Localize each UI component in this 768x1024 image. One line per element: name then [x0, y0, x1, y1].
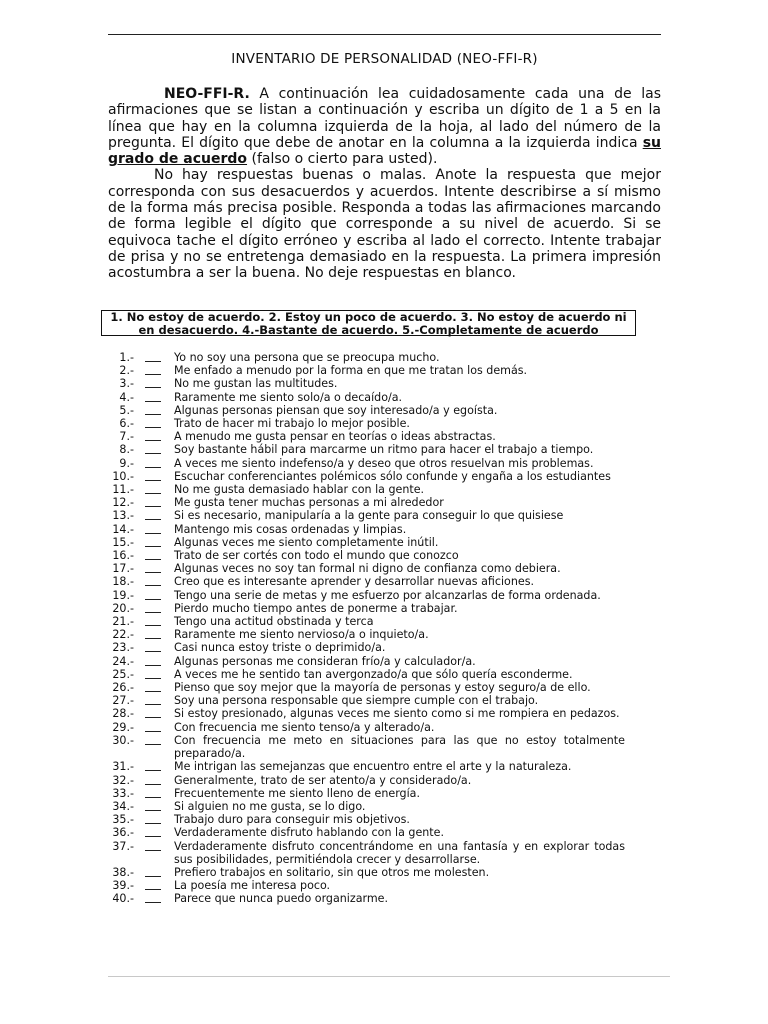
question-item	[100, 774, 625, 787]
question-item	[100, 430, 625, 443]
question-item	[100, 457, 625, 470]
question-text: Verdaderamente disfruto concentrándome en una fantasía y en explorar todas sus posibilidades, permitiéndola crecer y desarrollarse.	[174, 839, 625, 866]
question-text: Mantengo mis cosas ordenadas y limpias.	[174, 522, 407, 536]
question-number: 24.-	[112, 654, 134, 668]
question-item	[100, 826, 625, 839]
answer-blank[interactable]	[145, 417, 161, 428]
question-text: A veces me siento indefenso/a y deseo que otros resuelvan mis problemas.	[174, 456, 594, 470]
question-number: 32.-	[112, 773, 134, 787]
scale-line-2: en desacuerdo. 4.-Bastante de acuerdo. 5.-Completamente de acuerdo	[138, 322, 599, 337]
question-text: Soy bastante hábil para marcarme un ritmo para hacer el trabajo a tiempo.	[174, 443, 594, 457]
question-item	[100, 813, 625, 826]
question-number: 18.-	[112, 575, 134, 589]
question-text: Si estoy presionado, algunas veces me siento como si me rompiera en pedazos.	[174, 707, 620, 721]
question-item	[100, 404, 625, 417]
answer-blank[interactable]	[145, 760, 161, 771]
answer-blank[interactable]	[145, 562, 161, 573]
instructions-text-b: (falso o cierto para usted).	[247, 151, 438, 168]
question-text: Algunas personas piensan que soy interesado/a y egoísta.	[174, 403, 498, 417]
answer-blank[interactable]	[145, 721, 161, 732]
question-number: 17.-	[112, 562, 134, 576]
question-number: 14.-	[112, 522, 134, 536]
answer-blank[interactable]	[145, 615, 161, 626]
instructions-text-a: A continuación lea cuidadosamente cada una de las afirmaciones que se listan a continuación y escriba un dígito de 1 a 5 en la línea que hay en la columna izquierda de la hoja, al lado del número de la pregunta. El dígito que debe de anotar en la columna a la izquierda indica	[108, 86, 661, 151]
question-number: 23.-	[112, 641, 134, 655]
question-number: 5.-	[119, 403, 134, 417]
emphasis-agreement: su grado de acuerdo	[108, 134, 661, 168]
question-number: 22.-	[112, 628, 134, 642]
question-text: Escuchar conferenciantes polémicos sólo confunde y engaña a los estudiantes	[174, 469, 611, 483]
question-number: 30.-	[112, 733, 134, 747]
question-text: Casi nunca estoy triste o deprimido/a.	[174, 641, 386, 655]
question-text: Me intrigan las semejanzas que encuentro entre el arte y la naturaleza.	[174, 760, 572, 774]
answer-blank[interactable]	[145, 707, 161, 718]
question-item	[100, 549, 625, 562]
question-number: 21.-	[112, 615, 134, 629]
answer-blank[interactable]	[145, 866, 161, 877]
question-text: Si es necesario, manipularía a la gente para conseguir lo que quisiese	[174, 509, 564, 523]
question-number: 8.-	[119, 443, 134, 457]
question-text: Creo que es interesante aprender y desarrollar nuevas aficiones.	[174, 575, 534, 589]
question-text: Con frecuencia me siento tenso/a y alterado/a.	[174, 720, 435, 734]
question-text: Trato de ser cortés con todo el mundo que conozco	[174, 549, 459, 563]
answer-blank[interactable]	[145, 496, 161, 507]
question-item	[100, 417, 625, 430]
question-item	[100, 483, 625, 496]
answer-blank[interactable]	[145, 404, 161, 415]
answer-blank[interactable]	[145, 787, 161, 798]
question-number: 20.-	[112, 601, 134, 615]
question-item	[100, 707, 625, 720]
question-item	[100, 496, 625, 509]
question-number: 19.-	[112, 588, 134, 602]
answer-blank[interactable]	[145, 364, 161, 375]
question-text: Pienso que soy mejor que la mayoría de personas y estoy seguro/a de ello.	[174, 681, 591, 695]
question-number: 28.-	[112, 707, 134, 721]
question-number: 9.-	[119, 456, 134, 470]
answer-blank[interactable]	[145, 813, 161, 824]
question-number: 26.-	[112, 681, 134, 695]
question-text: A veces me he sentido tan avergonzado/a que sólo quería esconderme.	[174, 667, 573, 681]
question-list	[100, 351, 625, 906]
question-text: No me gustan las multitudes.	[174, 377, 338, 391]
question-item	[100, 760, 625, 773]
question-number: 12.-	[112, 496, 134, 510]
question-item	[100, 655, 625, 668]
response-scale-box	[101, 310, 636, 336]
question-number: 15.-	[112, 535, 134, 549]
question-number: 4.-	[119, 390, 134, 404]
answer-blank[interactable]	[145, 509, 161, 520]
question-item	[100, 866, 625, 879]
answer-blank[interactable]	[145, 641, 161, 652]
question-number: 34.-	[112, 799, 134, 813]
answer-blank[interactable]	[145, 655, 161, 666]
question-text: Raramente me siento nervioso/a o inquieto/a.	[174, 628, 429, 642]
answer-blank[interactable]	[145, 694, 161, 705]
question-number: 39.-	[112, 879, 134, 893]
question-number: 25.-	[112, 667, 134, 681]
question-text: Prefiero trabajos en solitario, sin que otros me molesten.	[174, 865, 490, 879]
question-item	[100, 787, 625, 800]
question-item	[100, 443, 625, 456]
question-number: 13.-	[112, 509, 134, 523]
answer-blank[interactable]	[145, 523, 161, 534]
question-item	[100, 536, 625, 549]
question-number: 16.-	[112, 549, 134, 563]
question-item	[100, 681, 625, 694]
question-text: Yo no soy una persona que se preocupa mucho.	[174, 351, 440, 364]
question-item	[100, 589, 625, 602]
question-number: 40.-	[112, 892, 134, 906]
question-text: A menudo me gusta pensar en teorías o ideas abstractas.	[174, 430, 496, 444]
question-text: Me enfado a menudo por la forma en que me tratan los demás.	[174, 364, 528, 378]
answer-blank[interactable]	[145, 575, 161, 586]
question-item	[100, 602, 625, 615]
question-item	[100, 840, 625, 866]
question-text: Algunas veces no soy tan formal ni digno de confianza como debiera.	[174, 562, 561, 576]
answer-blank[interactable]	[145, 377, 161, 388]
question-text: Trato de hacer mi trabajo lo mejor posible.	[174, 417, 410, 431]
question-item	[100, 364, 625, 377]
answer-blank[interactable]	[145, 536, 161, 547]
question-number: 36.-	[112, 826, 134, 840]
instructions	[108, 86, 661, 282]
question-text: Pierdo mucho tiempo antes de ponerme a trabajar.	[174, 601, 458, 615]
answer-blank[interactable]	[145, 826, 161, 837]
question-number: 10.-	[112, 469, 134, 483]
instructions-paragraph-2: No hay respuestas buenas o malas. Anote la respuesta que mejor corresponda con sus desacuerdos y acuerdos. Intente describirse a sí mismo de la forma más precisa posible. Responda a todas las afirmaciones marcando de forma legible el dígito que corresponde a su nivel de acuerdo. Si se equivoca tache el dígito erróneo y escriba al lado el correcto. Intente trabajar de prisa y no se entretenga demasiado en la respuesta. La primera impresión acostumbra a ser la buena. No deje respuestas en blanco.	[108, 167, 661, 282]
question-item	[100, 721, 625, 734]
answer-blank[interactable]	[145, 443, 161, 454]
question-text: La poesía me interesa poco.	[174, 879, 331, 893]
answer-blank[interactable]	[145, 879, 161, 890]
question-item	[100, 892, 625, 905]
question-item	[100, 470, 625, 483]
question-text: Trabajo duro para conseguir mis objetivos.	[174, 813, 410, 827]
question-text: Algunas personas me consideran frío/a y calculador/a.	[174, 654, 476, 668]
question-item	[100, 641, 625, 654]
question-number: 31.-	[112, 760, 134, 774]
question-text: Parece que nunca puedo organizarme.	[174, 892, 389, 906]
question-text: Soy una persona responsable que siempre cumple con el trabajo.	[174, 694, 539, 708]
question-item	[100, 509, 625, 522]
question-text: Con frecuencia me meto en situaciones para las que no estoy totalmente preparado/a.	[174, 733, 625, 761]
question-item	[100, 734, 625, 760]
question-item	[100, 575, 625, 588]
question-number: 2.-	[119, 364, 134, 378]
question-text: Si alguien no me gusta, se lo digo.	[174, 799, 366, 813]
answer-blank[interactable]	[145, 628, 161, 639]
question-item	[100, 523, 625, 536]
question-number: 27.-	[112, 694, 134, 708]
answer-blank[interactable]	[145, 734, 161, 745]
question-number: 11.-	[112, 483, 134, 497]
answer-blank[interactable]	[145, 774, 161, 785]
question-number: 35.-	[112, 813, 134, 827]
question-text: Raramente me siento solo/a o decaído/a.	[174, 390, 403, 404]
answer-blank[interactable]	[145, 470, 161, 481]
question-number: 1.-	[119, 351, 134, 364]
scale-line-1: 1. No estoy de acuerdo. 2. Estoy un poco de acuerdo. 3. No estoy de acuerdo ni	[110, 310, 627, 324]
question-item	[100, 391, 625, 404]
header-rule	[108, 34, 661, 35]
question-item	[100, 351, 625, 364]
question-number: 7.-	[119, 430, 134, 444]
question-text: Generalmente, trato de ser atento/a y considerado/a.	[174, 773, 472, 787]
question-number: 38.-	[112, 865, 134, 879]
question-item	[100, 694, 625, 707]
question-number: 6.-	[119, 417, 134, 431]
answer-blank[interactable]	[145, 589, 161, 600]
answer-blank[interactable]	[145, 681, 161, 692]
answer-blank[interactable]	[145, 549, 161, 560]
answer-blank[interactable]	[145, 351, 161, 362]
footer-rule	[108, 976, 670, 977]
answer-blank[interactable]	[145, 800, 161, 811]
question-text: No me gusta demasiado hablar con la gente.	[174, 483, 425, 497]
answer-blank[interactable]	[145, 391, 161, 402]
question-item	[100, 668, 625, 681]
question-number: 33.-	[112, 786, 134, 800]
question-item	[100, 562, 625, 575]
answer-blank[interactable]	[145, 430, 161, 441]
answer-blank[interactable]	[145, 483, 161, 494]
answer-blank[interactable]	[145, 840, 161, 851]
question-text: Me gusta tener muchas personas a mi alrededor	[174, 496, 444, 510]
question-item	[100, 628, 625, 641]
question-item	[100, 879, 625, 892]
answer-blank[interactable]	[145, 602, 161, 613]
question-item	[100, 800, 625, 813]
question-number: 29.-	[112, 720, 134, 734]
page-title: INVENTARIO DE PERSONALIDAD (NEO-FFI-R)	[231, 51, 538, 67]
instructions-paragraph-1	[108, 86, 661, 167]
question-item	[100, 615, 625, 628]
answer-blank[interactable]	[145, 892, 161, 903]
question-text: Algunas veces me siento completamente inútil.	[174, 535, 439, 549]
answer-blank[interactable]	[145, 668, 161, 679]
question-text: Tengo una serie de metas y me esfuerzo por alcanzarlas de forma ordenada.	[174, 588, 601, 602]
question-text: Frecuentemente me siento lleno de energía.	[174, 786, 421, 800]
answer-blank[interactable]	[145, 457, 161, 468]
question-number: 3.-	[119, 377, 134, 391]
question-number: 37.-	[112, 839, 134, 853]
question-text: Verdaderamente disfruto hablando con la gente.	[174, 826, 445, 840]
question-item	[100, 377, 625, 390]
instrument-name: NEO-FFI-R.	[164, 86, 250, 102]
question-text: Tengo una actitud obstinada y terca	[174, 615, 374, 629]
